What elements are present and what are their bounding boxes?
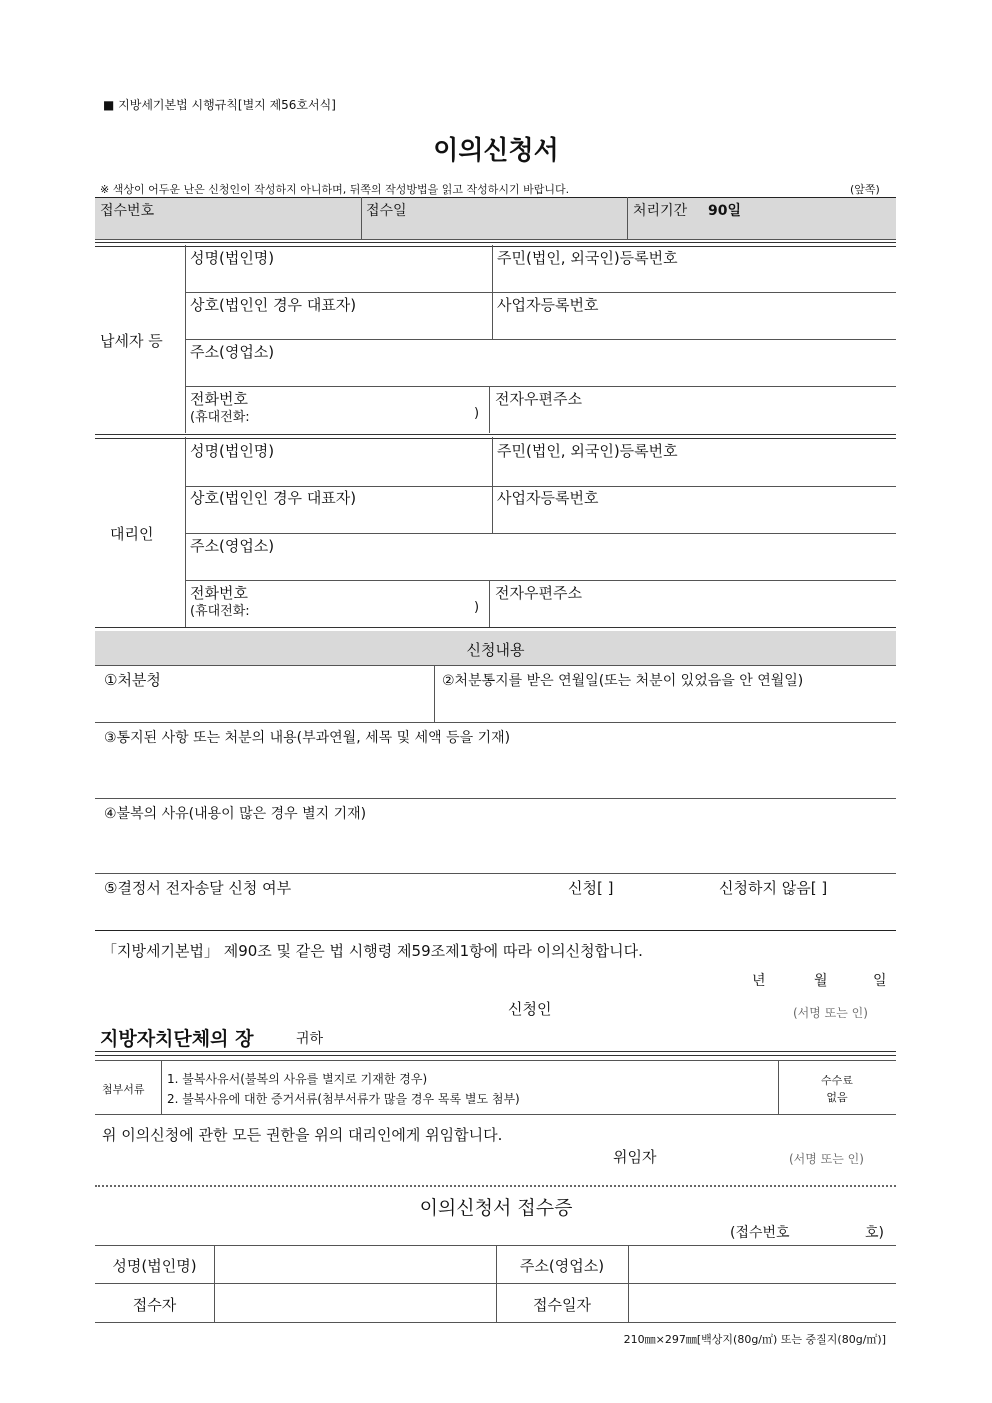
agent-biz-no-label: 사업자등록번호 (497, 489, 599, 507)
agent-phone-label: 전화번호 (190, 584, 248, 602)
agent-email-label: 전자우편주소 (495, 584, 582, 602)
receipt-date-label: 접수일자 (533, 1296, 591, 1314)
page-side-label: (앞쪽) (850, 183, 880, 196)
page-title: 이의신청서 (433, 136, 559, 166)
request-header: 신청내용 (466, 641, 525, 659)
agent-address-label: 주소(영업소) (190, 537, 275, 555)
agent-name-label: 성명(법인명) (190, 442, 275, 460)
processing-period-value: 90일 (708, 203, 742, 219)
taxpayer-mobile-label: (휴대전화: (190, 410, 250, 425)
receipt-date-label: 접수일 (366, 203, 407, 219)
receipt-title: 이의신청서 접수증 (419, 1197, 573, 1219)
delegator-label: 위임자 (613, 1148, 657, 1166)
request-item-notice-date: ②처분통지를 받은 연월일(또는 처분이 있었음을 안 연월일) (442, 673, 804, 689)
agent-reg-no-label: 주민(법인, 외국인)등록번호 (497, 442, 678, 460)
receipt-row-bg (95, 197, 896, 239)
taxpayer-mobile-close: ) (474, 406, 480, 421)
paper-spec: 210㎜×297㎜[백상지(80g/㎡) 또는 중질지(80g/㎡)] (623, 1333, 886, 1346)
receipt-name-label: 성명(법인명) (112, 1257, 197, 1275)
date-day-label: 일 (873, 973, 887, 989)
receipt-number-suffix: 호) (865, 1225, 884, 1241)
fee-value: 없음 (826, 1091, 848, 1104)
receipt-address-label: 주소(영업소) (519, 1257, 605, 1275)
recipient-title: 지방자치단체의 장 (100, 1028, 254, 1050)
delegator-sign-label: (서명 또는 인) (789, 1152, 864, 1166)
applicant-label: 신청인 (508, 1000, 552, 1018)
e-delivery-yes-checkbox[interactable]: 신청[ ] (568, 879, 614, 897)
date-month-label: 월 (814, 973, 828, 989)
receipt-number-label: (접수번호 (730, 1225, 790, 1241)
applicant-sign-label: (서명 또는 인) (793, 1006, 868, 1020)
form-reference: ■ 지방세기본법 시행규칙[별지 제56호서식] (103, 98, 336, 112)
taxpayer-phone-label: 전화번호 (190, 390, 248, 408)
agent-company-label: 상호(법인인 경우 대표자) (190, 489, 357, 507)
request-item-reason: ④불복의 사유(내용이 많은 경우 별지 기재) (104, 806, 367, 822)
agent-section-label: 대리인 (110, 525, 154, 543)
taxpayer-section-label: 납세자 등 (100, 332, 163, 350)
attachment-item-2: 2. 불복사유에 대한 증거서류(첨부서류가 많을 경우 목록 별도 첨부) (167, 1092, 520, 1106)
taxpayer-reg-no-label: 주민(법인, 외국인)등록번호 (497, 249, 678, 267)
receipt-number-label: 접수번호 (100, 203, 155, 219)
request-item-authority: ①처분청 (104, 671, 161, 689)
e-delivery-no-checkbox[interactable]: 신청하지 않음[ ] (719, 879, 828, 897)
taxpayer-name-label: 성명(법인명) (190, 249, 275, 267)
taxpayer-email-label: 전자우편주소 (495, 390, 582, 408)
taxpayer-address-label: 주소(영업소) (190, 343, 275, 361)
receipt-receiver-label: 접수자 (132, 1296, 177, 1314)
agent-mobile-close: ) (474, 600, 480, 615)
cut-line (95, 1185, 896, 1187)
recipient-honorific: 귀하 (296, 1031, 324, 1047)
request-item-e-delivery: ⑤결정서 전자송달 신청 여부 (104, 879, 292, 897)
processing-period-label: 처리기간 (633, 203, 688, 219)
notice-text: ※ 색상이 어두운 난은 신청인이 작성하지 아니하며, 뒤쪽의 작성방법을 읽고 작성하시기 바랍니다. (100, 183, 570, 196)
delegation-text: 위 이의신청에 관한 모든 권한을 위의 대리인에게 위임합니다. (102, 1126, 503, 1144)
attachment-item-1: 1. 불복사유서(불복의 사유를 별지로 기재한 경우) (167, 1072, 428, 1086)
attachments-label: 첨부서류 (102, 1083, 145, 1096)
request-item-disposition: ③통지된 사항 또는 처분의 내용(부과연월, 세목 및 세액 등을 기재) (104, 730, 511, 746)
taxpayer-biz-no-label: 사업자등록번호 (497, 296, 599, 314)
declaration-text: 「지방세기본법」 제90조 및 같은 법 시행령 제59조제1항에 따라 이의신청합니다. (102, 942, 643, 960)
taxpayer-company-label: 상호(법인인 경우 대표자) (190, 296, 357, 314)
agent-mobile-label: (휴대전화: (190, 604, 250, 619)
date-year-label: 년 (752, 973, 766, 989)
fee-label: 수수료 (821, 1074, 853, 1087)
